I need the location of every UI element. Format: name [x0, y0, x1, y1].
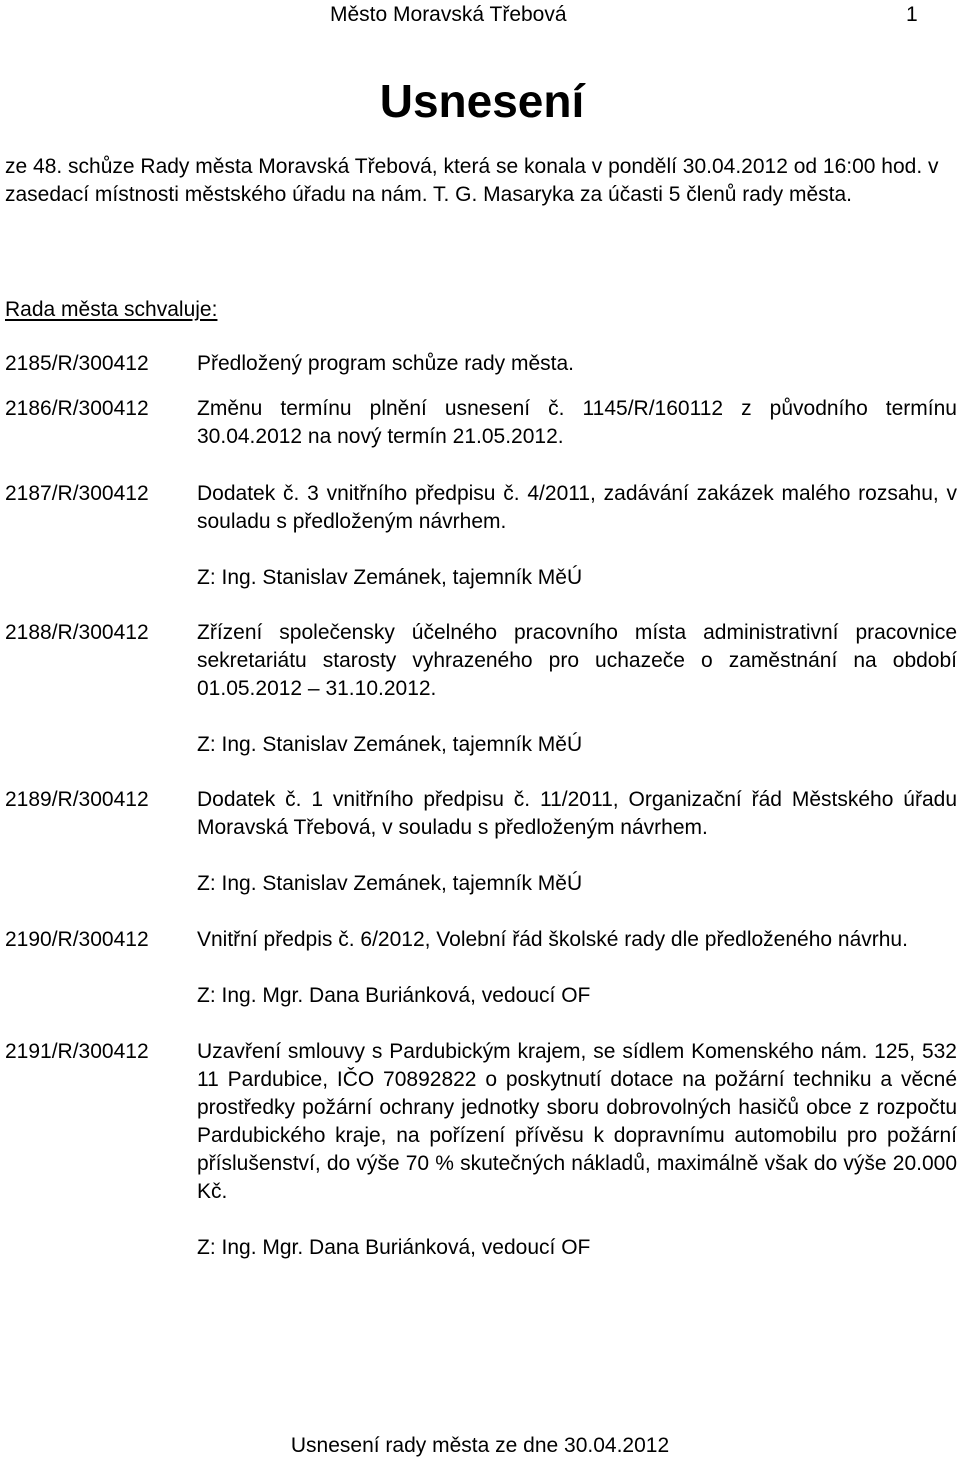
item-spacer: [5, 592, 957, 619]
page-header: [0, 2, 960, 32]
resolution-responsible: Z: Ing. Stanislav Zemánek, tajemník MěÚ: [197, 566, 583, 589]
resolution-item: [5, 480, 957, 592]
resolution-text: Změnu termínu plnění usnesení č. 1145/R/160112 z původního termínu 30.04.2012 na nový termín 21.05.2012.: [197, 397, 957, 448]
resolution-number: 2188/R/300412: [5, 621, 149, 644]
item-spacer: [5, 759, 957, 786]
resolution-number: 2189/R/300412: [5, 788, 149, 811]
item-spacer: [5, 378, 957, 395]
resolution-body: [197, 619, 957, 759]
resolution-item: [5, 395, 957, 451]
resolution-item: [5, 619, 957, 759]
item-spacer: [5, 451, 957, 480]
section-heading: Rada města schvaluje:: [5, 298, 218, 321]
resolution-responsible: Z: Ing. Mgr. Dana Buriánková, vedoucí OF: [197, 984, 591, 1007]
resolution-item: [5, 350, 957, 378]
resolution-list: [5, 350, 957, 1262]
item-spacer: [5, 1010, 957, 1038]
page-footer: Usnesení rady města ze dne 30.04.2012: [290, 1434, 670, 1457]
resolution-item: [5, 786, 957, 898]
intro-paragraph: ze 48. schůze Rady města Moravská Třebová, která se konala v pondělí 30.04.2012 od 16:00 hod. v zasedací místnosti městského úřadu na nám. T. G. Masaryka za účasti 5 členů rady města.: [5, 155, 939, 206]
resolution-text: Dodatek č. 3 vnitřního předpisu č. 4/2011, zadávání zakázek malého rozsahu, v souladu s předloženým návrhem.: [197, 482, 957, 533]
resolution-responsible: Z: Ing. Mgr. Dana Buriánková, vedoucí OF: [197, 1236, 591, 1259]
resolution-responsible: Z: Ing. Stanislav Zemánek, tajemník MěÚ: [197, 733, 583, 756]
resolution-body: [197, 350, 957, 378]
resolution-text: Dodatek č. 1 vnitřního předpisu č. 11/2011, Organizační řád Městského úřadu Moravská Třebová, v souladu s předloženým návrhem.: [197, 788, 957, 839]
resolution-body: [197, 926, 957, 1010]
document-title: Usnesení: [379, 75, 585, 127]
header-page-number: 1: [906, 3, 918, 26]
resolution-body: [197, 395, 957, 451]
resolution-item: [5, 926, 957, 1010]
resolution-text: Zřízení společensky účelného pracovního místa administrativní pracovnice sekretariátu starosty vyhrazeného pro uchazeče o zaměstnání na období 01.05.2012 – 31.10.2012.: [197, 621, 957, 700]
resolution-body: [197, 786, 957, 898]
header-title: Město Moravská Třebová: [330, 3, 567, 26]
resolution-body: [197, 1038, 957, 1262]
resolution-number: 2185/R/300412: [5, 352, 149, 375]
resolution-number: 2191/R/300412: [5, 1040, 149, 1063]
resolution-item: [5, 1038, 957, 1262]
resolution-text: Vnitřní předpis č. 6/2012, Volební řád školské rady dle předloženého návrhu.: [197, 928, 908, 951]
resolution-responsible: Z: Ing. Stanislav Zemánek, tajemník MěÚ: [197, 872, 583, 895]
resolution-number: 2190/R/300412: [5, 928, 149, 951]
resolution-text: Uzavření smlouvy s Pardubickým krajem, se sídlem Komenského nám. 125, 532 11 Pardubice, IČO 70892822 o poskytnutí dotace na požární techniku a věcné prostředky požární ochrany jednotky sboru dobrovolných hasičů obce z rozpočtu Pardubického kraje, na pořízení přívěsu k dopravnímu automobilu pro požární příslušenství, do výše 70 % skutečných nákladů, maximálně však do výše 20.000 Kč.: [197, 1040, 957, 1203]
item-spacer: [5, 898, 957, 926]
resolution-body: [197, 480, 957, 592]
resolution-text: Předložený program schůze rady města.: [197, 352, 575, 375]
resolution-number: 2186/R/300412: [5, 397, 149, 420]
resolution-number: 2187/R/300412: [5, 482, 149, 505]
